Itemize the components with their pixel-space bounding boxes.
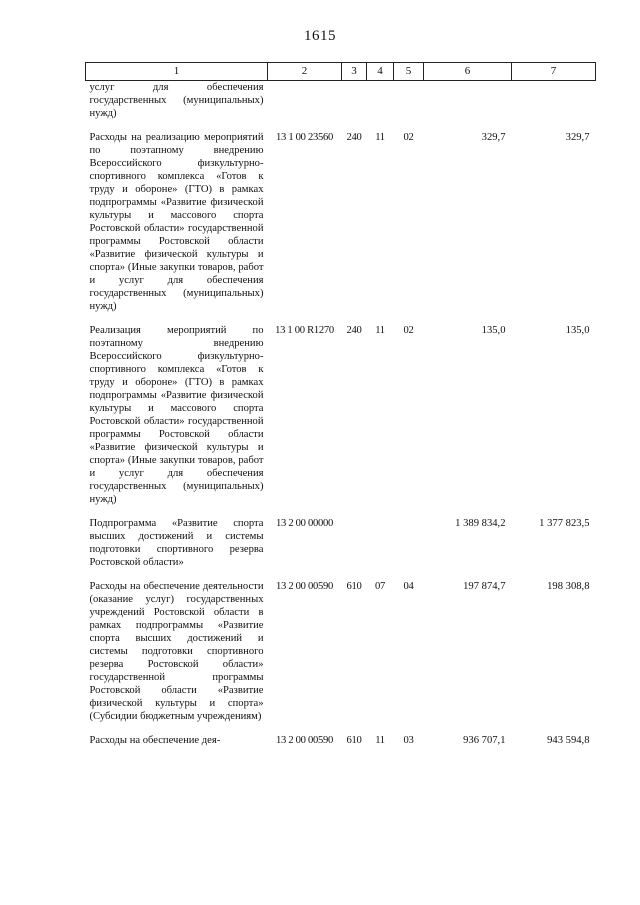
row-value-1: 135,0 — [481, 325, 506, 336]
row-rz: 07 — [375, 581, 385, 592]
row-code: 13 2 00 00590 — [275, 735, 333, 746]
row-code: 13 2 00 00000 — [275, 518, 333, 529]
row-code: 13 1 00 R1270 — [275, 325, 334, 336]
column-header: 6 — [424, 63, 512, 81]
row-code — [268, 81, 342, 132]
budget-table — [85, 62, 596, 747]
row-value-1: 1 389 834,2 — [455, 518, 506, 529]
column-header: 4 — [367, 63, 394, 81]
table-row — [86, 131, 596, 324]
row-value-2: 135,0 — [565, 325, 590, 336]
table-row — [86, 324, 596, 517]
table-row — [86, 517, 596, 580]
row-vr: 240 — [346, 132, 362, 143]
row-description: Расходы на обеспечение деятельности (оказание услуг) государственных учреждений Ростовской области в рамках подпрограммы «Развитие спорта высших достижений и системы подготовки спортивного резерва Ростовской области» государственной программы Ростовской области «Развитие физической культуры и спорта» (Субсидии бюджетным учреждениям) — [89, 581, 264, 722]
row-rz: 11 — [375, 132, 385, 143]
row-value-2: 329,7 — [565, 132, 590, 143]
column-header: 2 — [268, 63, 342, 81]
row-value-1: 329,7 — [481, 132, 506, 143]
row-vr: 240 — [346, 325, 362, 336]
row-rz — [367, 81, 394, 132]
row-code: 13 1 00 23560 — [275, 132, 333, 143]
row-value-2: 1 377 823,5 — [539, 518, 590, 529]
row-rz: 11 — [375, 325, 385, 336]
row-pr — [394, 517, 424, 580]
row-description: Расходы на обеспечение дея- — [89, 735, 221, 746]
column-header: 3 — [342, 63, 367, 81]
row-pr: 02 — [403, 325, 414, 336]
row-description: услуг для обеспечения государственных (муниципальных) нужд) — [89, 82, 264, 119]
table-row — [86, 580, 596, 734]
row-pr: 04 — [403, 581, 414, 592]
row-description: Реализация мероприятий по поэтапному внедрению Всероссийского физкультурно-спортивного комплекса «Готов к труду и обороне» (ГТО) в рамках подпрограммы «Развитие физической культуры и массового спорта Ростовской области» государственной программы Ростовской области «Развитие физической культуры и спорта» (Иные закупки товаров, работ и услуг для обеспечения государственных (муниципальных) нужд) — [89, 325, 264, 505]
row-value-1: 936 707,1 — [463, 735, 506, 746]
page-number: 1615 — [304, 28, 336, 44]
row-description: Расходы на реализацию мероприятий по поэтапному внедрению Всероссийского физкультурно-спортивного комплекса «Готов к труду и обороне» (ГТО) в рамках подпрограммы «Развитие физической культуры и массового спорта Ростовской области» государственной программы Ростовской области «Развитие физической культуры и спорта» (Иные закупки товаров, работ и услуг для обеспечения государственных (муниципальных) нужд) — [89, 132, 264, 312]
row-value-1: 197 874,7 — [463, 581, 506, 592]
row-vr: 610 — [346, 581, 362, 592]
row-code: 13 2 00 00590 — [275, 581, 333, 592]
row-value-2 — [512, 81, 596, 132]
row-pr: 03 — [403, 735, 414, 746]
row-pr — [394, 81, 424, 132]
row-rz — [367, 517, 394, 580]
row-value-2: 198 308,8 — [547, 581, 590, 592]
row-value-2: 943 594,8 — [547, 735, 590, 746]
table-header-row — [86, 63, 596, 81]
row-value-1 — [424, 81, 512, 132]
row-pr: 02 — [403, 132, 414, 143]
row-vr — [342, 81, 367, 132]
column-header: 5 — [394, 63, 424, 81]
row-description: Подпрограмма «Развитие спорта высших достижений и системы подготовки спортивного резерва Ростовской области» — [89, 518, 264, 568]
column-header: 7 — [512, 63, 596, 81]
column-header: 1 — [86, 63, 268, 81]
table-row — [86, 81, 596, 132]
row-rz: 11 — [375, 735, 385, 746]
row-vr: 610 — [346, 735, 362, 746]
table-row — [86, 734, 596, 747]
row-vr — [342, 517, 367, 580]
